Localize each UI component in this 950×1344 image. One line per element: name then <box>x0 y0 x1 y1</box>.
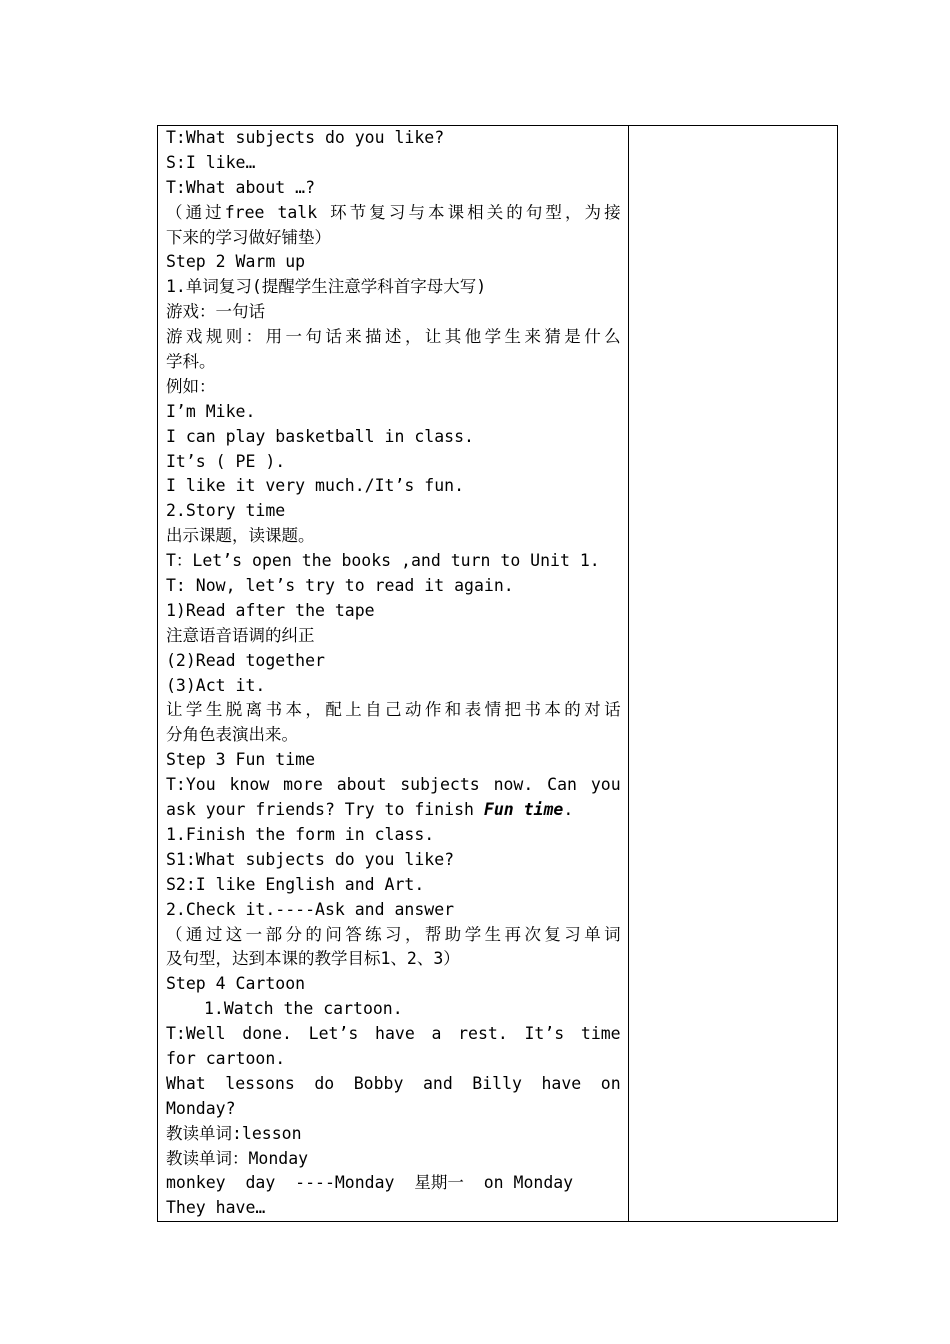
text-line: （通过这一部分的问答练习，帮助学生再次复习单词 <box>166 924 621 944</box>
text-line: monkey day ----Monday 星期一 on Monday <box>166 1173 574 1193</box>
text-segment: . <box>563 800 574 820</box>
text-line: T:What about …? <box>166 177 316 197</box>
text-line: 注意语音语调的纠正 <box>166 625 315 645</box>
text-line: 1.Finish the form in class. <box>166 824 435 844</box>
teaching-process-cell <box>158 126 629 1222</box>
text-line: for cartoon. <box>166 1048 286 1068</box>
text-line: I can play basketball in class. <box>166 426 474 446</box>
text-line: I like it very much./It’s fun. <box>166 476 465 496</box>
text-line: 1.单词复习(提醒学生注意学科首字母大写) <box>166 277 487 297</box>
text-line: Monday? <box>166 1098 236 1118</box>
text-line: T:What subjects do you like? <box>166 128 445 147</box>
text-line <box>166 798 621 823</box>
text-line: 游戏规则：用一句话来描述，让其他学生来猜是什么 <box>166 327 621 347</box>
fun-time-emphasis: Fun time <box>483 800 564 820</box>
text-line: 教读单词:lesson <box>166 1123 302 1143</box>
text-line: 学科。 <box>166 352 216 372</box>
text-line: （通过free talk 环节复习与本课相关的句型，为接 <box>166 202 621 222</box>
text-line: S2:I like English and Art. <box>166 874 425 894</box>
text-line: I’m Mike. <box>166 401 256 421</box>
text-line: (3)Act it. <box>166 675 266 695</box>
text-line: T:You know more about subjects now. Can you <box>166 775 621 795</box>
text-line: 1.Watch the cartoon. <box>204 999 403 1019</box>
text-line: 1)Read after the tape <box>166 600 375 620</box>
text-line: T: Now, let’s try to read it again. <box>166 576 514 596</box>
text-line: 出示课题，读课题。 <box>166 526 315 546</box>
text-line: It’s ( PE ). <box>166 451 286 471</box>
step-heading: Step 4 Cartoon <box>166 974 306 994</box>
text-line: T:Well done. Let’s have a rest. It’s time <box>166 1024 621 1044</box>
text-line: 游戏：一句话 <box>166 302 265 322</box>
text-line: They have… <box>166 1198 266 1218</box>
lesson-plan-table <box>157 125 838 1222</box>
text-line: 2.Story time <box>166 501 286 521</box>
text-line: What lessons do Bobby and Billy have on <box>166 1073 621 1093</box>
table-row <box>158 126 838 1222</box>
text-line: T：Let’s open the books ,and turn to Unit 1. <box>166 551 600 571</box>
text-line: 例如： <box>166 376 216 396</box>
text-line: S1:What subjects do you like? <box>166 849 455 869</box>
text-line: 教读单词：Monday <box>166 1148 309 1168</box>
text-line: 让学生脱离书本，配上自己动作和表情把书本的对话 <box>166 700 621 720</box>
text-line: 2.Check it.----Ask and answer <box>166 899 455 919</box>
text-line: (2)Read together <box>166 650 325 670</box>
step-heading: Step 3 Fun time <box>166 750 316 770</box>
text-line: 及句型，达到本课的教学目标1、2、3） <box>166 949 460 969</box>
text-line: 分角色表演出来。 <box>166 725 298 745</box>
text-line: S:I like… <box>166 152 256 172</box>
text-line: 下来的学习做好铺垫） <box>166 227 331 247</box>
step-heading: Step 2 Warm up <box>166 252 306 272</box>
text-segment: ask your friends? Try to finish <box>166 800 484 820</box>
notes-cell <box>628 126 837 1222</box>
